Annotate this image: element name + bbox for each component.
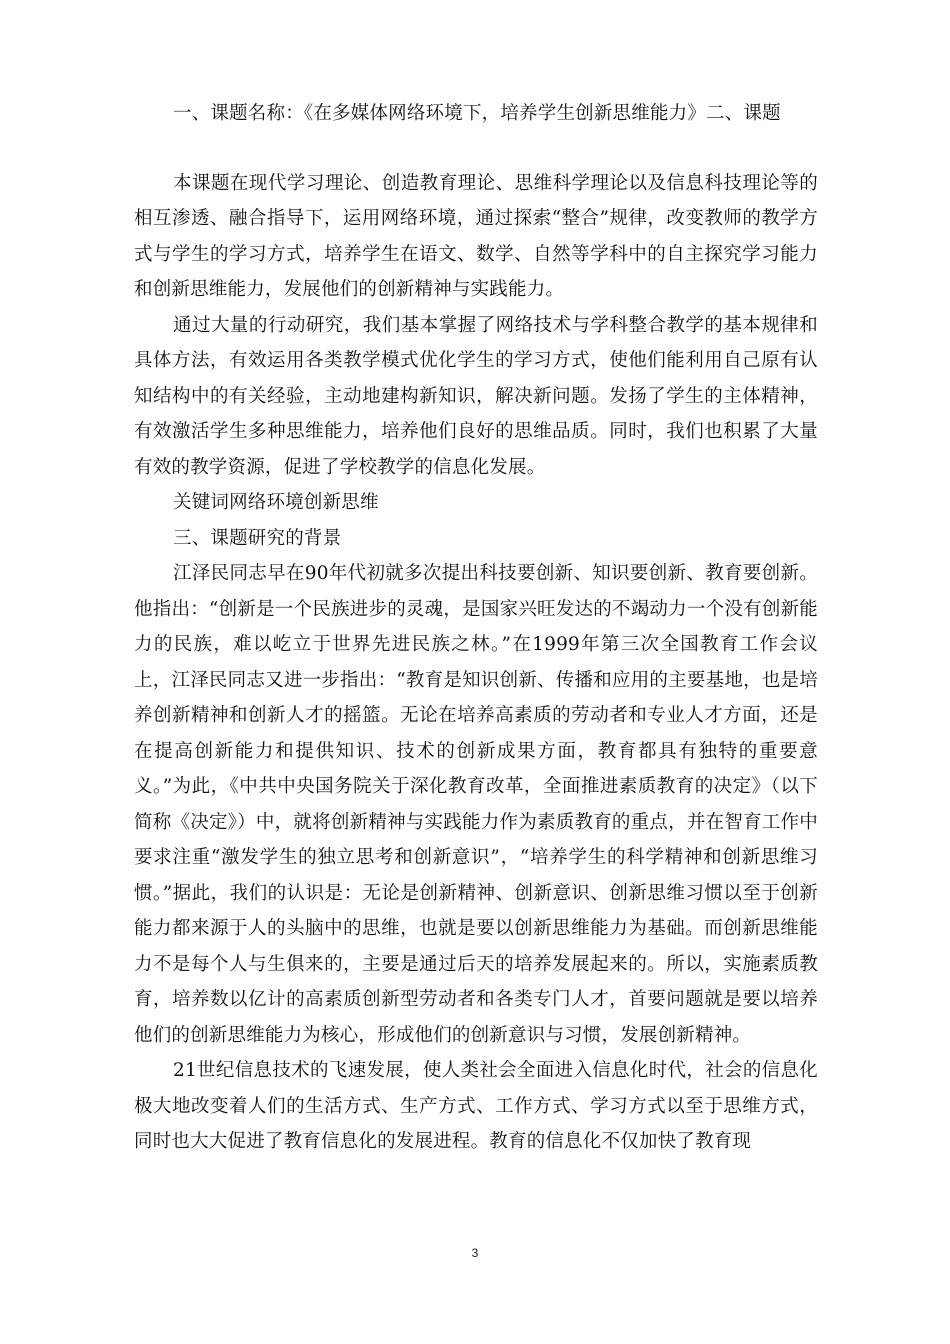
paragraph-abstract: 本课题在现代学习理论、创造教育理论、思维科学理论以及信息科技理论等的相互渗透、融合指导下，运用网络环境，通过探索“整合”规律，改变教师的教学方式与学生的学习方式，培养学生在语文、数学、自然等学科中的自主探究学习能力和创新思维能力，发展他们的创新精神与实践能力。 [134, 172, 818, 300]
section-title-line: 一、课题名称：《在多媒体网络环境下，培养学生创新思维能力》二、课题 [173, 103, 781, 124]
paragraph-background-2: 21世纪信息技术的飞速发展，使人类社会全面进入信息化时代，社会的信息化极大地改变着人们的生活方式、生产方式、工作方式、学习方式以至于思维方式，同时也大大促进了教育信息化的发展进程。教育的信息化不仅加快了教育现 [134, 1060, 818, 1152]
page-number: 3 [471, 1246, 479, 1260]
document-body [134, 96, 818, 1160]
paragraph-background-1: 江泽民同志早在90年代初就多次提出科技要创新、知识要创新、教育要创新。他指出：“创新是一个民族进步的灵魂，是国家兴旺发达的不竭动力一个没有创新能力的民族，难以屹立于世界先进民族之林。”在1999年第三次全国教育工作会议上，江泽民同志又进一步指出：“教育是知识创新、传播和应用的主要基地，也是培养创新精神和创新人才的摇篮。无论在培养高素质的劳动者和专业人才方面，还是在提高创新能力和提供知识、技术的创新成果方面，教育都具有独特的重要意义。”为此，《中共中央国务院关于深化教育改革，全面推进素质教育的决定》（以下简称《决定》）中，就将创新精神与实践能力作为素质教育的重点，并在智育工作中要求注重“激发学生的独立思考和创新意识”，“培养学生的科学精神和创新思维习惯。”据此，我们的认识是：无论是创新精神、创新意识、创新思维习惯以至于创新能力都来源于人的头脑中的思维，也就是要以创新思维能力为基础。而创新思维能力不是每个人与生俱来的，主要是通过后天的培养发展起来的。所以，实施素质教育，培养数以亿计的高素质创新型劳动者和各类专门人才，首要问题就是要以培养他们的创新思维能力为核心，形成他们的创新意识与习惯，发展创新精神。 [134, 563, 818, 1046]
section-heading-background: 三、课题研究的背景 [173, 527, 342, 549]
paragraph-results: 通过大量的行动研究，我们基本掌握了网络技术与学科整合教学的基本规律和具体方法，有效运用各类教学模式优化学生的学习方式，使他们能利用自己原有认知结构中的有关经验，主动地建构新知识，解决新问题。发扬了学生的主体精神，有效激活学生多种思维能力，培养他们良好的思维品质。同时，我们也积累了大量有效的教学资源，促进了学校教学的信息化发展。 [134, 314, 818, 478]
paragraph-keywords: 关键词网络环境创新思维 [173, 492, 379, 513]
title-spacer [134, 132, 818, 166]
